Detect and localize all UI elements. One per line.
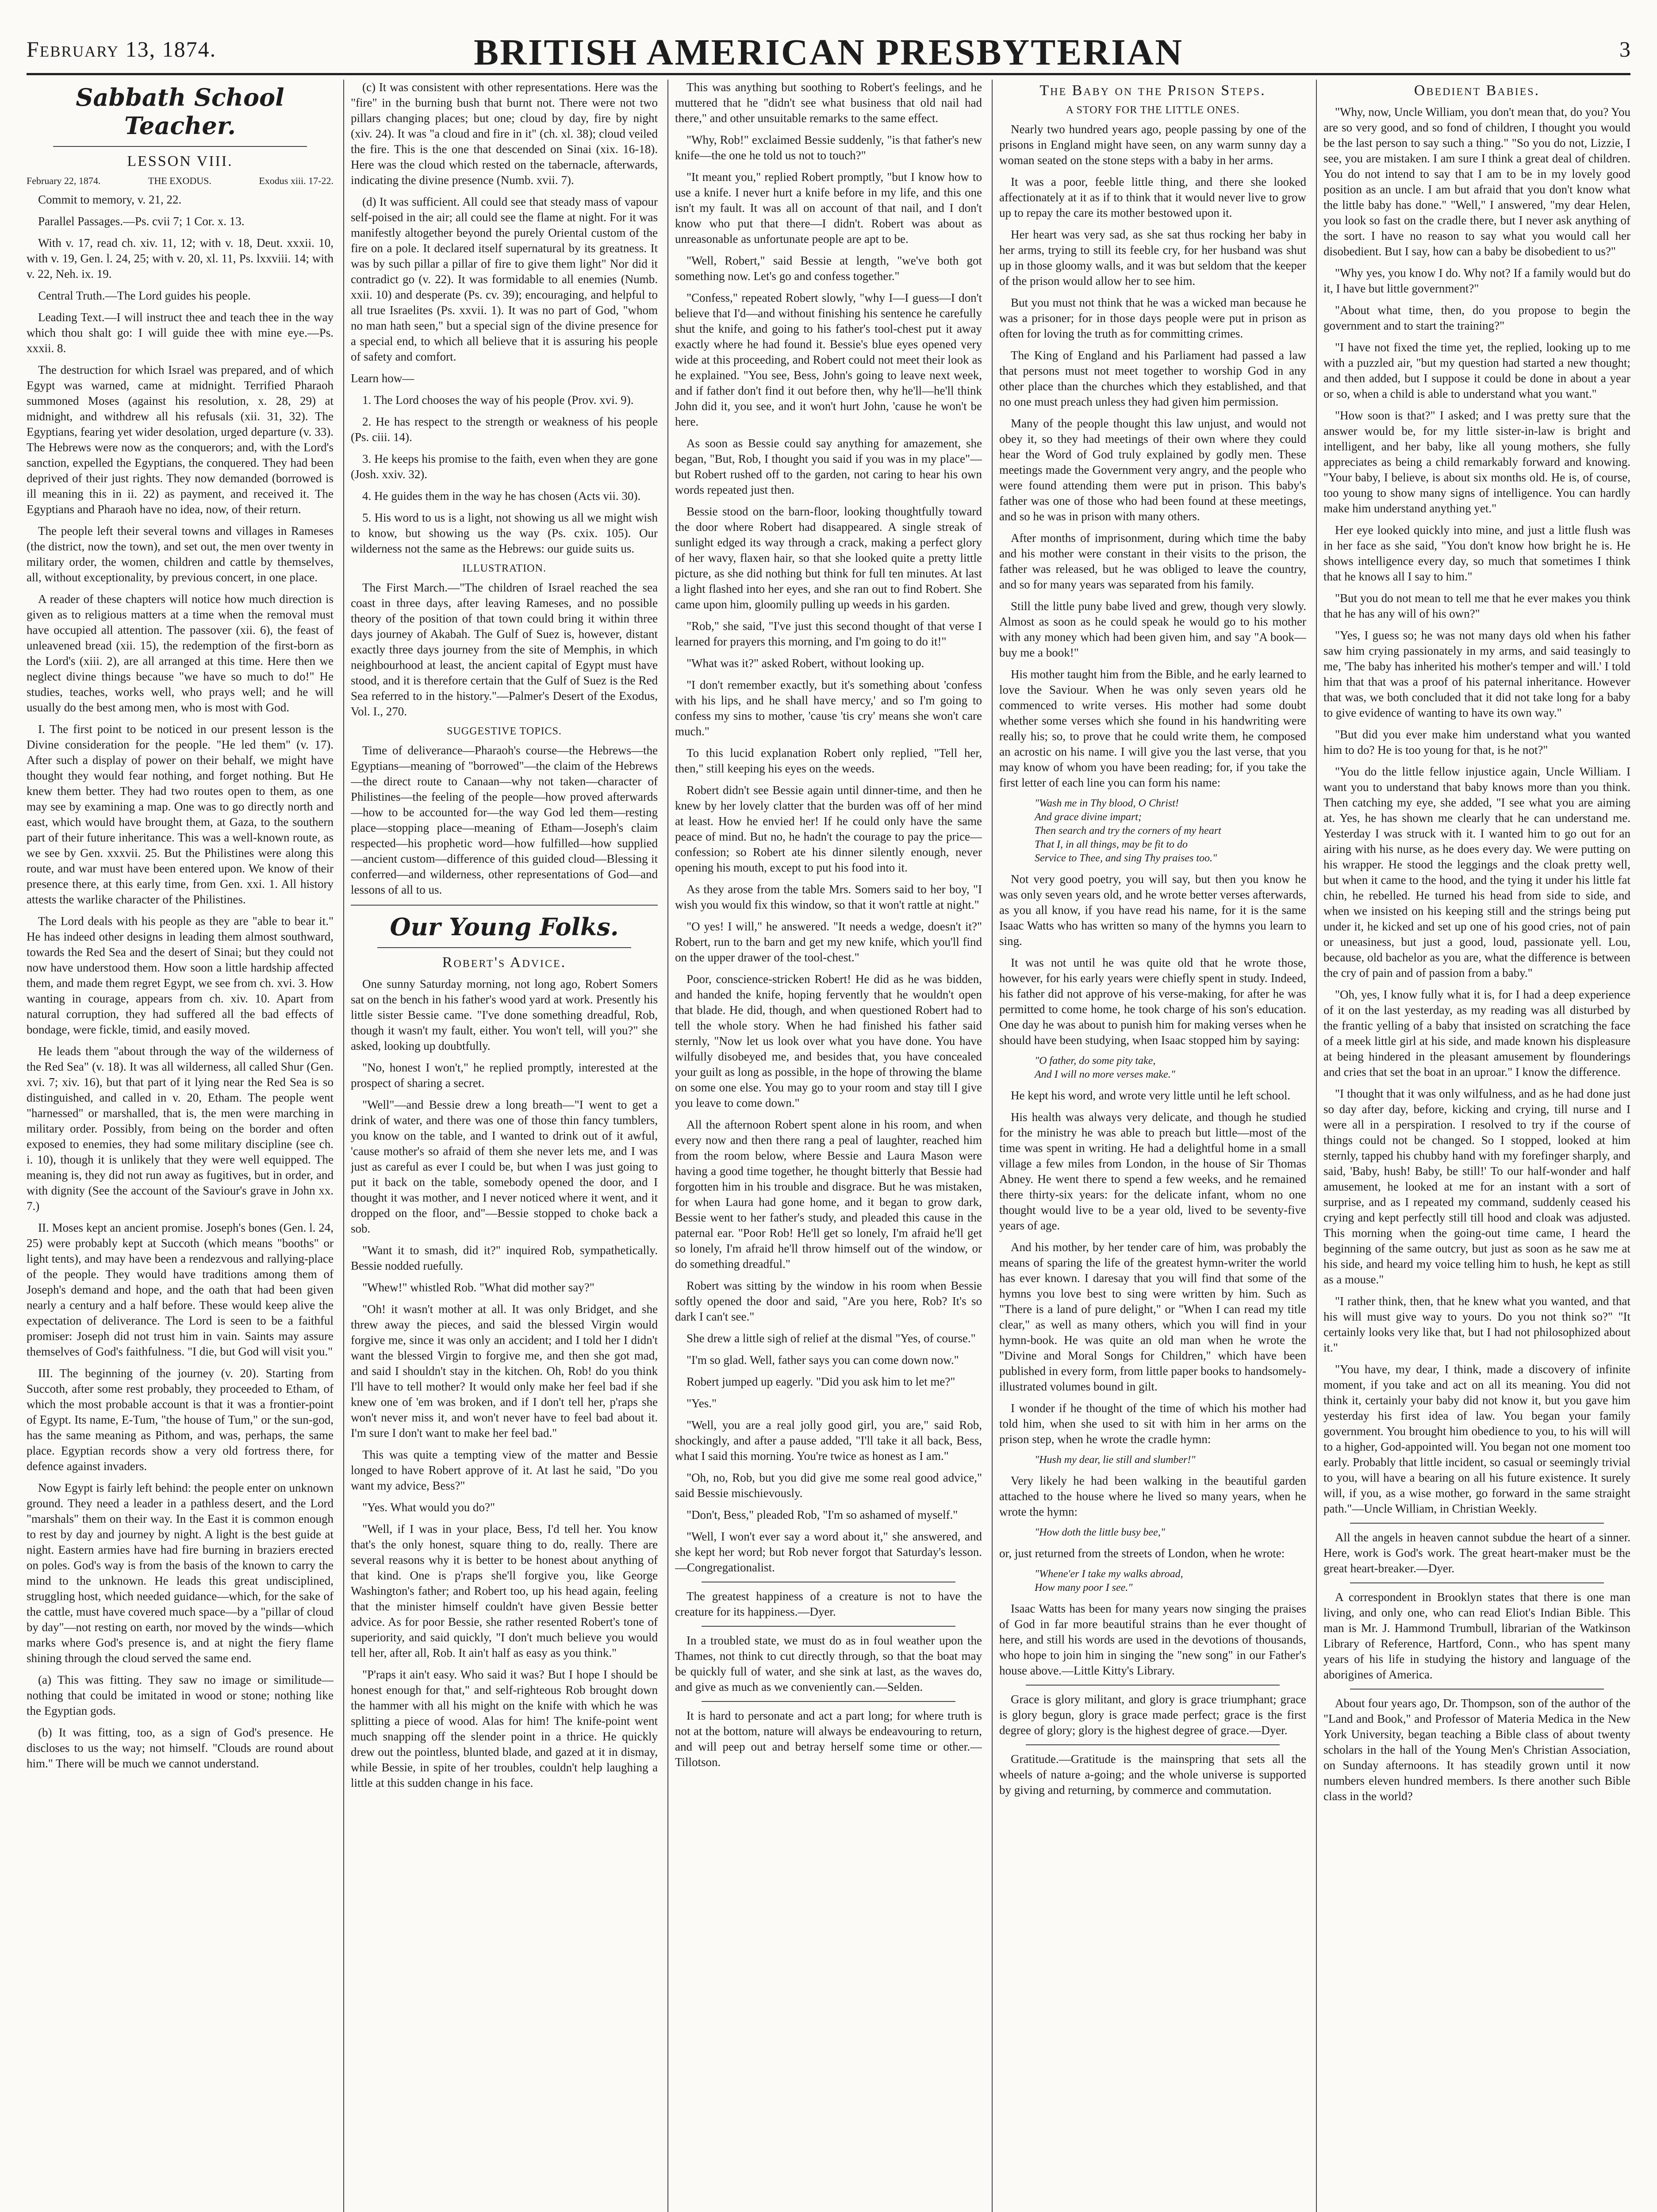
quotation: All the angels in heaven cannot subdue the heart of a sinner. Here, work is God's work. The great heart-maker must be the great heart-breaker.—Dyer. bbox=[1323, 1531, 1630, 1575]
story-title: Robert's Advice. bbox=[442, 954, 567, 971]
paragraph: With v. 17, read ch. xiv. 11, 12; with v. 18, Deut. xxxii. 10, with v. 19, Gen. l. 24, 25; with v. 20, xl. 11, Ps. lxxviii. 14; with v. 22, Neh. ix. 19. bbox=[27, 236, 334, 280]
paragraph: "Confess," repeated Robert slowly, "why I—I guess—I don't believe that I'd—and without finishing his sentence he carefully shut the knife, and going to his father's tool-chest put it away exactly where he had found it. Bessie's blue eyes opened very wide at this proceeding, and Robert could not meet their look as he explained. "You see, Bess, John's going to leave next week, and if father don't find it out before then, why he'll—he'll think John did it, you see, and it won't hurt John, 'cause he won't be here. bbox=[675, 291, 982, 428]
paragraph: "Don't, Bess," pleaded Rob, "I'm so ashamed of myself." bbox=[687, 1508, 958, 1521]
newspaper-title: BRITISH AMERICAN PRESBYTERIAN bbox=[474, 32, 1183, 73]
paragraph: "Oh, yes, I know fully what it is, for I had a deep experience of it on the last yesterday, as my reading was all disturbed by the frantic yelling of a baby that insisted on scratching the face of a meek little girl at his side, and made known his displeasure at being hindered in the pleasant amusement by flounderings and cries that set the boat in an uproar." I know the difference. bbox=[1323, 988, 1630, 1079]
lesson-point: 1. The Lord chooses the way of his people (Prov. xvi. 9). bbox=[362, 393, 634, 407]
rule bbox=[1026, 1685, 1280, 1686]
quotation: In a troubled state, we must do as in foul weather upon the Thames, not think to cut directly through, so that the boat may be quickly full of water, and she sink at last, as the waves do, and give as much as we conveniently can.—Selden. bbox=[675, 1634, 982, 1694]
lesson-point: 5. His word to us is a light, not showing us all we might wish to know, but showing us the way (Ps. cxix. 105). Our wilderness not the same as the Hebrews: our guide suits us. bbox=[351, 511, 658, 555]
quotation: It is hard to personate and act a part long; for where truth is not at the bottom, nature will always be endeavouring to return, and will peep out and betray herself some time or other.—Tillotson. bbox=[675, 1709, 982, 1769]
paragraph: "Whew!" whistled Rob. "What did mother say?" bbox=[362, 1281, 595, 1294]
paragraph: "But you do not mean to tell me that he ever makes you think that he has any will of his own?" bbox=[1323, 591, 1630, 620]
paragraph: Now Egypt is fairly left behind: the people enter on unknown ground. They need a leader in a pathless desert, and the Lord "marshals" them on their way. In the East it is common enough to rest by day and journey by night. A light is the best guide at night. Eastern armies have had fire burning in braziers erected on poles. God's way is from the basis of the known to carry the mind to the unknown. He leads this great undisciplined, struggling host, which needed guidance—which, for the sake of the cattle, must have covered much space—by a "pillar of cloud by day"—not resting on earth, nor moved by the winds—which marks where God's presence is, and at night the fiery flame shining through the cloud served the same end. bbox=[27, 1481, 334, 1665]
paragraph: The people left their several towns and villages in Rameses (the district, now the town), and set out, the men over twenty in military order, the women, children and cattle by themselves, all, without exceptionality, by previous concert, in one place. bbox=[27, 524, 334, 584]
rule bbox=[351, 905, 658, 906]
paragraph: "Well, I won't ever say a word about it," she answered, and she kept her word; but Rob never forgot that Saturday's lesson.—Congregationalist. bbox=[675, 1530, 982, 1574]
paragraph: "Yes. What would you do?" bbox=[362, 1501, 495, 1514]
lesson-name: THE EXODUS. bbox=[148, 175, 211, 186]
paragraph: To this lucid explanation Robert only replied, "Tell her, then," still keeping his eyes on the weeds. bbox=[675, 746, 982, 775]
masthead bbox=[27, 13, 1630, 71]
paragraph: Still the little puny babe lived and grew, though very slowly. Almost as soon as he could speak he would go to his mother with any money which had been given him, and say "A book—buy me a book!" bbox=[999, 599, 1306, 659]
paragraph: After months of imprisonment, during which time the baby and his mother were constant in their visits to the prison, the father was released, but he was obliged to leave the country, and so for many years was separated from his family. bbox=[999, 531, 1306, 591]
paragraph: Robert jumped up eagerly. "Did you ask him to let me?" bbox=[687, 1375, 955, 1388]
lesson-point: 3. He keeps his promise to the faith, even when they are gone (Josh. xxiv. 32). bbox=[351, 452, 658, 481]
page-number: 3 bbox=[1619, 37, 1630, 61]
paragraph: "What was it?" asked Robert, without looking up. bbox=[687, 657, 924, 670]
section-title: Our Young Folks. bbox=[390, 913, 619, 941]
paragraph: I. The first point to be noticed in our present lesson is the Divine consideration for the people. "He led them" (v. 17). After such a display of power on their behalf, we might have thought they would fear nothing, and forget nothing. But He knew them better. They had two routes open to them, as one may see by examining a map. One was to go directly north and east, which would have brought them, at Gaza, to the southern part of their future inheritance. This was a well-known route, as we see by Gen. xxxvii. 25. But the Philistines were along this route, and war must have been entered upon. We know of their presence there, at this early time, from Gen. xxi. 1. All history attests the warlike character of the Philistines. bbox=[27, 722, 334, 906]
column-3 bbox=[675, 80, 982, 2212]
paragraph: The King of England and his Parliament had passed a law that persons must not meet together to worship God in any other place than the churches which they established, and that no one must preach unless they had given him permission. bbox=[999, 349, 1306, 408]
quotation: The greatest happiness of a creature is not to have the creature for its happiness.—Dyer. bbox=[675, 1590, 982, 1618]
quotation: Grace is glory militant, and glory is grace triumphant; grace is glory begun, glory is grace made perfect; grace is the first degree of glory; glory is the highest degree of grace.—Dyer. bbox=[999, 1693, 1306, 1737]
rule bbox=[53, 146, 307, 147]
lesson-point: 2. He has respect to the strength or weakness of his people (Ps. ciii. 14). bbox=[351, 415, 658, 444]
paragraph: His mother taught him from the Bible, and he early learned to love the Saviour. When he was only seven years old he commenced to write verses. His mother had some doubt whether some verses which she found in his handwriting were really his; so, to prove that he could write them, he composed an acrostic on his name. I will give you the last verse, that you may know of whom you have been reading; for, if you take the first letter of each line you can form his name: bbox=[999, 668, 1306, 789]
paragraph: "I rather think, then, that he knew what you wanted, and that his will must give way to yours. Do you not think so?" "It certainly looks very like that, but I had not philosophized about it." bbox=[1323, 1294, 1630, 1354]
paragraph: "But did you ever make him understand what you wanted him to do? He is too young for that, is he not?" bbox=[1323, 728, 1630, 757]
paragraph: Robert didn't see Bessie again until dinner-time, and then he knew by her lovely clatter that the burden was off of her mind at least. How he envied her! If he could only have the same peace of mind. But no, he hadn't the courage to pay the price—confession; so Robert ate his dinner silently enough, never opening his mouth, except to put his food into it. bbox=[675, 783, 982, 874]
paragraph: All the afternoon Robert spent alone in his room, and when every now and then there rang a peal of laughter, reached him from the room below, where Bessie and Laura Mason were having a good time together, he thought bitterly that Bessie had forgotten him in his trouble and disgrace. But he was mistaken, for when Laura had gone home, and it began to grow dark, Bessie went to her father's study, and pleaded this cause in the paternal ear. "Poor Rob! He'll get so lonely, I'm afraid he'll get so lonely, I'm afraid he'll throw himself out of the window, or do something dreadful." bbox=[675, 1118, 982, 1271]
paragraph: "How soon is that?" I asked; and I was pretty sure that the answer would be, for my little sister-in-law is bright and intelligent, and her baby, like all young mothers, she fully appreciates as being a child remarkably forward and knowing. "Your baby, I believe, is about six months old. He is, of course, too young to show many signs of intelligence. You can hardly make him understand anything yet." bbox=[1323, 409, 1630, 515]
paragraph: Poor, conscience-stricken Robert! He did as he was bidden, and handed the knife, hoping fervently that he wouldn't open that blade. He did, though, and when questioned Robert had to tell the whole story. When he had finished his father said sternly, "Now let us look over what you have done. You have wilfully disobeyed me, and besides that, you have concealed your guilt as long as possible, in the hope of throwing the blame on some one else. You may go to your room and stay till I give you leave to come down." bbox=[675, 972, 982, 1110]
paragraph: The First March.—"The children of Israel reached the sea coast in three days, after leaving Rameses, and no possible theory of the position of that town could bring it within three days journey of Akabah. The Gulf of Suez is, however, distant exactly three days journey from the site of Memphis, in which neighbourhood at least, the ancient capital of Egypt must have stood, and it is therefore certain that the Gulf of Suez is the Red Sea referred to in the history."—Palmer's Desert of the Exodus, Vol. I., 270. bbox=[351, 581, 658, 718]
paragraph: "Well, Robert," said Bessie at length, "we've both got something now. Let's go and confess together." bbox=[675, 254, 982, 283]
rule bbox=[1350, 1689, 1604, 1690]
paragraph: It was not until he was quite old that he wrote those, however, for his early years were chiefly spent in study. Indeed, his father did not approve of his verse-making, for after he was permitted to come home, he took charge of his son's education. One day he was about to punish him for making verses when he should have been studying, when Isaac stopped him by saying: bbox=[999, 956, 1306, 1047]
paragraph: (a) This was fitting. They saw no image or similitude—nothing that could be imitated in wood or stone; nothing like the Egyptian gods. bbox=[27, 1673, 334, 1717]
paragraph: "Why, Rob!" exclaimed Bessie suddenly, "is that father's new knife—the one he told us not to touch?" bbox=[675, 133, 982, 162]
column-1 bbox=[27, 80, 334, 2212]
paragraph: II. Moses kept an ancient promise. Joseph's bones (Gen. l. 24, 25) were probably kept at Succoth (which means "booths" or light tents), and may have been a rendezvous and rallying-place of the people. They would have traditions among them of Joseph's demand and hope, and the oath that had been given nearly a century and a half before. These would keep alive the expectation of deliverance. The Lord is seen to be a faithful promiser: Joseph did not trust him in vain. Saints may assure themselves of God's faithfulness. "I die, but God will visit you." bbox=[27, 1221, 334, 1358]
paragraph: "Rob," she said, "I've just this second thought of that verse I learned for prayers this morning, and I'm going to do it!" bbox=[675, 619, 982, 648]
paragraph: Leading Text.—I will instruct thee and teach thee in the way which thou shalt go: I will guide thee with mine eye.—Ps. xxxii. 8. bbox=[27, 311, 334, 355]
paragraph: (c) It was consistent with other representations. Here was the "fire" in the burning bush that burnt not. There were not two pillars changing places; but one; cloud by day, fire by night (xiv. 24). It was "a cloud and fire in it" (ch. xl. 38); cloud veiled the fire. This is the one that descended on Sinai (xix. 16-18). Here was the cloud which rested on the tabernacle, afterwards, indicating the divine presence (Numb. xvii. 7). bbox=[351, 81, 658, 187]
column-5 bbox=[1323, 80, 1630, 2212]
paragraph: "P'raps it ain't easy. Who said it was? But I hope I should be honest enough for that," and self-righteous Rob brought down the hammer with all his might on the knife with which he was splitting a piece of wood. Alas for him! The knife-point went much snapping off the slender point in a thrice. He quickly drew out the pointless, blunted blade, and gazed at it in dismay, while Bessie, in spite of her troubles, couldn't help laughing a little at this sudden change in his face. bbox=[351, 1668, 658, 1790]
paragraph: "Oh! it wasn't mother at all. It was only Bridget, and she threw away the pieces, and said the blessed Virgin would forgive me, since it was only an accident; and I told her I didn't want the blessed Virgin to forgive me, and then she got mad, and said I shouldn't stay in the kitchen. Oh, Rob! do you think I'll have to tell mother? It would only make her feel bad if she knew one of 'em was broken, and if I don't tell her, p'raps she won't never miss it, and won't never have to feel bad about it. I'm sure I don't want to make her feel bad." bbox=[351, 1302, 658, 1440]
paragraph: Her heart was very sad, as she sat thus rocking her baby in her arms, trying to still its feeble cry, for her husband was shut up in those gloomy walls, and it was but seldom that the keeper of the prison would allow her to see him. bbox=[999, 228, 1306, 288]
paragraph: "Yes." bbox=[687, 1397, 717, 1410]
paragraph: "No, honest I won't," he replied promptly, interested at the prospect of sharing a secret. bbox=[351, 1061, 658, 1090]
subheading: ILLUSTRATION. bbox=[462, 563, 546, 574]
poem-verse: "Whene'er I take my walks abroad, How many poor I see." bbox=[1035, 1568, 1183, 1594]
rule bbox=[377, 947, 631, 948]
story-subtitle: A STORY FOR THE LITTLE ONES. bbox=[1066, 104, 1240, 116]
paragraph: Isaac Watts has been for many years now singing the praises of God in far more beautiful strains than he ever thought of here, and still his words are used in the devotions of thousands, who hope to join him in singing the "new song" in our Father's house above.—Little Kitty's Library. bbox=[999, 1602, 1306, 1677]
paragraph: "About what time, then, do you propose to begin the government and to start the training?" bbox=[1323, 303, 1630, 332]
paragraph: "Well, you are a real jolly good girl, you are," said Rob, shockingly, and after a pause added, "I'll take it all back, Bess, what I said this morning. You're twice as honest as I am." bbox=[675, 1418, 982, 1463]
paragraph: This was anything but soothing to Robert's feelings, and he muttered that he "didn't see what business that old nail had there," and other unsuitable remarks to the same effect. bbox=[675, 81, 982, 125]
paragraph: "Yes, I guess so; he was not many days old when his father saw him crying passionately in my arms, and said teasingly to me, 'The baby has inherited his mother's temper and will.' I told him that that was a proof of his paternal inheritance. However that was, we both concluded that it did not take long for a baby to give evidence of wanting to have its own way." bbox=[1323, 629, 1630, 719]
paragraph: He leads them "about through the way of the wilderness of the Red Sea" (v. 18). It was all wilderness, all called Shur (Gen. xvi. 7; xiv. 16), but that part of it lying near the Red Sea is so distinguished, and called in v. 20, Etham. The people went "harnessed" or marshalled, that is, the men were marching in military order. Possibly, from being on the border and often exposed to enemies, they had some military discipline (see ch. i. 10), though it is unlikely that they were well equipped. The meaning is, they did not run away as fugitives, but in order, and with dignity (See the account of the Saviour's grave in John xx. 7.) bbox=[27, 1045, 334, 1213]
paragraph: Many of the people thought this law unjust, and would not obey it, so they had meetings of their own where they could hear the Word of God truly explained by godly men. These meetings made the Government very angry, and the people who were found attending them were put in prison. This baby's father was one of those who had been found at these meetings, and so he was in prison with many others. bbox=[999, 417, 1306, 523]
paragraph: And his mother, by her tender care of him, was probably the means of sparing the life of the greatest hymn-writer the world has ever known. I daresay that you will find that some of the hymns you love best to sing were written by him. Such as "There is a land of pure delight," or "When I can read my title clear," as well as many others, which you will find in your hymn-book. He was quite an old man when he wrote the "Divine and Moral Songs for Children," which have been published in every form, from little paper books to handsomely-illustrated volumes bound in gilt. bbox=[999, 1240, 1306, 1393]
poem-verse: "Hush my dear, lie still and slumber!" bbox=[1035, 1454, 1196, 1466]
lesson-date: February 22, 1874. bbox=[27, 175, 101, 186]
rule bbox=[702, 1701, 955, 1702]
paragraph: Very likely he had been walking in the beautiful garden attached to the house where he lived so many years, when he wrote the hymn: bbox=[999, 1474, 1306, 1518]
paragraph: But you must not think that he was a wicked man because he was a prisoner; for in those days people were put in prison as often for loving the truth as for committing crimes. bbox=[999, 296, 1306, 340]
lesson-meta bbox=[27, 175, 334, 187]
paragraph: "Well, if I was in your place, Bess, I'd tell her. You know that's the only honest, square thing to do, really. There are several reasons why it is better to be honest about anything of that kind. One is p'raps she'll forgive you, like George Washington's father; and Robert too, up his head again, feeling that the minister himself couldn't have given Bessie better advice. As for poor Bessie, she rather resented Robert's tone of superiority, and said quickly, "I don't much believe you would tell her, after all, Rob. It ain't half as easy as you think." bbox=[351, 1522, 658, 1659]
paragraph: "Why, now, Uncle William, you don't mean that, do you? You are so very good, and so fond of children, I thought you would be the last person to say such a thing." "So you do not, Lizzie, I see, you are mistaken. I am sure I think a great deal of children. You do not intend to say that I am to be in my lovely good position as an uncle. I am but afraid that you don't know what the little baby has done." "Well," I answered, "my dear Helen, you look so fast on the cradle there, but I never ask anything of the sort. I have no reason to say what you would call her disobedient. But I say, how can a baby be disobedient to us?" bbox=[1323, 105, 1630, 258]
paragraph: "I'm so glad. Well, father says you can come down now." bbox=[687, 1353, 959, 1367]
paragraph: "You have, my dear, I think, made a discovery of infinite moment, if you take and act on all its meaning. You did not think it, certainly your baby did not know it, but you gave him yesterday his first idea of law. You began your family government. You brought him obedience to you, to his will will to a higher, God-appointed will. You began not one moment too early. Probably that little incident, so casual or seemingly trivial to you, will have a bearing on all his future existence. It surely will, if you, as a wise mother, go forward in the same straight path."—Uncle William, in Christian Weekly. bbox=[1323, 1363, 1630, 1515]
paragraph: The destruction for which Israel was prepared, and of which Egypt was warned, came at midnight. Terrified Pharaoh summoned Moses (against his resolution, x. 28, 29) at midnight, and withdrew all his refusals (xii. 31, 32). The Egyptians, fearing yet wider desolation, urged departure (v. 33). The Hebrews were now as the conquerors; and, with the Lord's sanction, expelled the Egyptians, the conquered. They had been deprived of their just rights. They now demanded (borrowed is ill meaning this in ii. 22) as payment, and received it. The Egyptians and Pharaoh have no idea, now, of their return. bbox=[27, 363, 334, 516]
paragraph: "Oh, no, Rob, but you did give me some real good advice," said Bessie mischievously. bbox=[675, 1471, 982, 1500]
poem-verse: "Wash me in Thy blood, O Christ! And grace divine impart; Then search and try the corners of my heart That I, in all things, may be fit to do Service to Thee, and sing Thy praises too." bbox=[1035, 798, 1221, 864]
article-columns bbox=[27, 80, 1630, 2212]
news-item: About four years ago, Dr. Thompson, son of the author of the "Land and Book," and Professor of Materia Medica in the New York University, began teaching a Bible class of about twenty scholars in the hall of the Young Men's Christian Association, on Sunday afternoons. It has steadily grown until it now numbers eleven hundred members. Is there another such Bible class in the world? bbox=[1323, 1697, 1630, 1803]
paragraph: Commit to memory, v. 21, 22. bbox=[38, 193, 182, 206]
paragraph: This was quite a tempting view of the matter and Bessie longed to have Robert approve of it. At last he said, "Do you want my advice, Bess?" bbox=[351, 1448, 658, 1492]
paragraph: "Well"—and Bessie drew a long breath—"I went to get a drink of water, and there was one of those thin fancy tumblers, you know on the table, and I wanted to drink out of it awful, 'cause mother's so afraid of them she never lets me, and I was just as careful as ever I could be, but when I was just going to put it back on the table, somebody opened the door, and I thought it was mother, and I never noticed where it went, and it dropped on the floor, and"—Bessie stopped to choke back a sob. bbox=[351, 1098, 658, 1235]
poem-verse: "O father, do some pity take, And I will no more verses make." bbox=[1035, 1055, 1175, 1080]
paragraph: Bessie stood on the barn-floor, looking thoughtfully toward the door where Robert had disappeared. A single streak of sunlight edged its way through a crack, making a perfect glory of her wavy, flaxen hair, so that she looked quite a pretty little picture, as she did nothing but think for full ten minutes. At last a light flashed into her eyes, and she ran out to find Robert. She came upon him, gloomily pulling up weeds in his garden. bbox=[675, 505, 982, 611]
paragraph: "I thought that it was only wilfulness, and as he had done just so day after day, before, kicking and crying, till nurse and I were all in a perspiration. I resolved to try if the course of things could not be changed. So I stopped, looked at him sternly, tapped his chubby hand with my forefinger sharply, and said, 'Baby, hush! Baby, be still!' To our half-wonder and half amusement, he looked at me for an instant with a sort of surprise, and as I repeated my command, suddenly ceased his crying and kept perfectly still till hood and cloak was adjusted. This morning when the going-out time came, I heard the beginning of the same outcry, but just as soon as he saw me at his side, and heard my voice telling him to hush, he kept as still as a mouse." bbox=[1323, 1087, 1630, 1286]
paragraph: As soon as Bessie could say anything for amazement, she began, "But, Rob, I thought you said if you was in my place"—but Robert rushed off to the garden, not caring to hear his own words repeated just then. bbox=[675, 437, 982, 496]
paragraph: Her eye looked quickly into mine, and just a little flush was in her face as she said, "You don't know how bright he is. He shows intelligence every day, so much that sometimes I think that he knows all I say to him." bbox=[1323, 523, 1630, 583]
paragraph: One sunny Saturday morning, not long ago, Robert Somers sat on the bench in his father's wood yard at work. Presently his little sister Bessie came. "I've done something dreadful, Rob, though it wasn't my fault, either. You won't tell, will you?" she asked, looking up doubtfully. bbox=[351, 977, 658, 1052]
paragraph: III. The beginning of the journey (v. 20). Starting from Succoth, after some rest probably, they proceeded to Etham, of which the most probable account is that it was a frontier-point of Egypt. Its name, E-Tum, "the house of Tum," or the sun-god, has the same meaning as Pithom, and was, perhaps, the same place. Egyptian records show a very old fortress there, for defence against invaders. bbox=[27, 1367, 334, 1473]
paragraph: She drew a little sigh of relief at the dismal "Yes, of course." bbox=[687, 1332, 976, 1345]
lesson-ref: Exodus xiii. 17-22. bbox=[259, 175, 334, 186]
paragraph: "O yes! I will," he answered. "It needs a wedge, doesn't it?" Robert, run to the barn and get my new knife, which you'll find on the upper drawer of the tool-chest." bbox=[675, 920, 982, 964]
subheading: SUGGESTIVE TOPICS. bbox=[447, 726, 562, 737]
paragraph: "I don't remember exactly, but it's something about 'confess with his lips, and he shall have mercy,' and so I'm going to confess my sins to mother, 'cause 'tis cry' means she won't care much." bbox=[675, 678, 982, 738]
rule bbox=[1350, 1582, 1604, 1583]
rule bbox=[1026, 1744, 1280, 1745]
paragraph: Central Truth.—The Lord guides his people. bbox=[38, 289, 251, 302]
column-4 bbox=[999, 80, 1306, 2212]
paragraph: Nearly two hundred years ago, people passing by one of the prisons in England might have seen, on any warm sunny day a woman seated on the stone steps with a baby in her arms. bbox=[999, 123, 1306, 167]
paragraph: Learn how— bbox=[351, 372, 414, 385]
paragraph: Robert was sitting by the window in his room when Bessie softly opened the door and said, "Are you here, Rob? It's so dark I can't see." bbox=[675, 1279, 982, 1323]
column-2 bbox=[351, 80, 658, 2212]
paragraph: "I have not fixed the time yet, the replied, looking up to me with a puzzled air, "but my question had started a new thought; and then added, but I suppose it could be done in about a year or so, when a child is able to understand what you want." bbox=[1323, 341, 1630, 400]
paragraph: As they arose from the table Mrs. Somers said to her boy, "I wish you would fix this window, so that it won't rattle at night." bbox=[675, 883, 982, 911]
paragraph: "Why yes, you know I do. Why not? If a family would but do it, I have but little government?" bbox=[1323, 266, 1630, 295]
paragraph: "Want it to smash, did it?" inquired Rob, sympathetically. Bessie nodded ruefully. bbox=[351, 1244, 658, 1272]
news-item: A correspondent in Brooklyn states that there is one man living, and only one, who can read Eliot's Indian Bible. This man is Mr. J. Hammond Trumbull, librarian of the Watkinson Library of Reference, Hartford, Conn., who has spent many years of his life in studying the history and language of the aborigines of America. bbox=[1323, 1590, 1630, 1681]
paragraph: (b) It was fitting, too, as a sign of God's presence. He discloses to us the way; not himself. "Clouds are round about him." There will be much we cannot understand. bbox=[27, 1726, 334, 1770]
rule bbox=[1350, 1523, 1604, 1524]
paragraph: Not very good poetry, you will say, but then you know he was only seven years old, and he wrote better verses afterwards, as you all know, if you have read his name, for it is the same Isaac Watts who has written so many of the hymns you learn to sing. bbox=[999, 872, 1306, 948]
paragraph: Parallel Passages.—Ps. cvii 7; 1 Cor. x. 13. bbox=[38, 215, 245, 228]
section-title: Sabbath School Teacher. bbox=[76, 83, 284, 140]
lesson-point: 4. He guides them in the way he has chosen (Acts vii. 30). bbox=[362, 489, 641, 503]
paragraph: Time of deliverance—Pharaoh's course—the Hebrews—the Egyptians—meaning of "borrowed"—the claim of the Hebrews—the direct route to Canaan—why not taken—character of Philistines—the feeling of the people—how proved afterwards—how to be accounted for—the way God led them—resting place—stopping place—meaning of Etham—Joseph's claim respected—his prophetic word—how fulfilled—how supplied—ancient custom—difference of this guided cloud—Blessing it conferred—and wilderness, other representations of God—and lessons of all to us. bbox=[351, 744, 658, 896]
paragraph: or, just returned from the streets of London, when he wrote: bbox=[999, 1547, 1285, 1560]
paragraph: A reader of these chapters will notice how much direction is given as to religious matters at a time when the removal must have occupied all attention. The passover (xii. 6), the feast of unleavened bread (xii. 15), the redemption of the first-born as the Lord's (xiii. 2), are all arranged at this time. Here then we neglect divine things because "we have so much to do!" He studies, teaches, works well, who prays well; and he will usually do the best among men, who is most with God. bbox=[27, 592, 334, 714]
paragraph: (d) It was sufficient. All could see that steady mass of vapour self-poised in the air; all could see the flame at night. For it was manifestly altogether beyond the purely Oriental custom of the fire on a pole. It declared itself supernatural by its greatness. It was by such pillar a pillar of fire to give them light" Nor did it contradict go (v. 22). It was formidable to all enemies (Numb. xxii. 10) and desperate (Ps. cv. 39); encouraging, and helpful to all true Israelites (Ps. xxvii. 1). It was no part of God, "whom no man hath seen," but a special sign of the divine presence for a special end, to which all believe that it is assuring his people of safety and comfort. bbox=[351, 195, 658, 363]
masthead-rule bbox=[27, 73, 1630, 75]
lesson-title: LESSON VIII. bbox=[127, 153, 233, 169]
story-title: Obedient Babies. bbox=[1414, 82, 1540, 99]
story-title: The Baby on the Prison Steps. bbox=[1039, 82, 1266, 99]
poem-verse: "How doth the little busy bee," bbox=[1035, 1527, 1165, 1538]
paragraph: "You do the little fellow injustice again, Uncle William. I want you to understand that baby knows more than you think. Then catching my eye, she added, "I see what you are aiming at. Yes, he has shown me clearly that he can understand me. Yesterday I was struck with it. I wanted him to go out for an airing with his nurse, as he does every day. We were putting on his wrapper. He stood the leggings and the cloak pretty well, but when it came to the hood, and the tying it under his little fat chin, he rebelled. He turned his head from side to side, and when we insisted on his keeping still and the strings being put under it, he kicked and set up one of his good cries, not of pain or uneasiness, but just a good, loud, passionate yell. Lou, because, old bachelor as you are, what the difference is between the cry of pain and of passion from a baby." bbox=[1323, 765, 1630, 979]
paragraph: It was a poor, feeble little thing, and there she looked affectionately at it as if to think that it would never live to grow up to repay the care its mother bestowed upon it. bbox=[999, 175, 1306, 219]
rule bbox=[702, 1626, 955, 1627]
paragraph: I wonder if he thought of the time of which his mother had told him, when she used to sit with him in her arms on the prison step, when he wrote the cradle hymn: bbox=[999, 1402, 1306, 1446]
paragraph: "It meant you," replied Robert promptly, "but I know how to use a knife. I never hurt a knife before in my life, and this one isn't my fault. It was all on account of that nail, and I don't know who put that there—I didn't. Robert was about as unreasonable as unfortunate people are apt to be. bbox=[675, 170, 982, 246]
issue-date: February 13, 1874. bbox=[27, 37, 217, 61]
paragraph: His health was always very delicate, and though he studied for the ministry he was able to preach but little—most of the time was spent in writing. He had a delightful home in a small village a few miles from London, in the house of Sir Thomas Abney. He went there to spend a few weeks, and he remained there thirty-six years: for the delicate infant, whom no one thought would live to be a year old, lived to be seventy-five years of age. bbox=[999, 1110, 1306, 1232]
paragraph: The Lord deals with his people as they are "able to bear it." He has indeed other designs in leading them almost southward, towards the Red Sea and the desert of Sinai; but they could not now have understood them. How soon a little hardship affected them, and made them regret Egypt, we see from ch. xvi. 3. How wanting in courage, appears from ch. xiv. 10. Apart from natural corruption, they had suffered all the bad effects of bondage, were fickle, timid, and easily moved. bbox=[27, 914, 334, 1036]
paragraph: He kept his word, and wrote very little until he left school. bbox=[1011, 1089, 1291, 1102]
quotation: Gratitude.—Gratitude is the mainspring that sets all the wheels of nature a-going; and the whole universe is supported by giving and returning, by commerce and commutation. bbox=[999, 1752, 1306, 1797]
